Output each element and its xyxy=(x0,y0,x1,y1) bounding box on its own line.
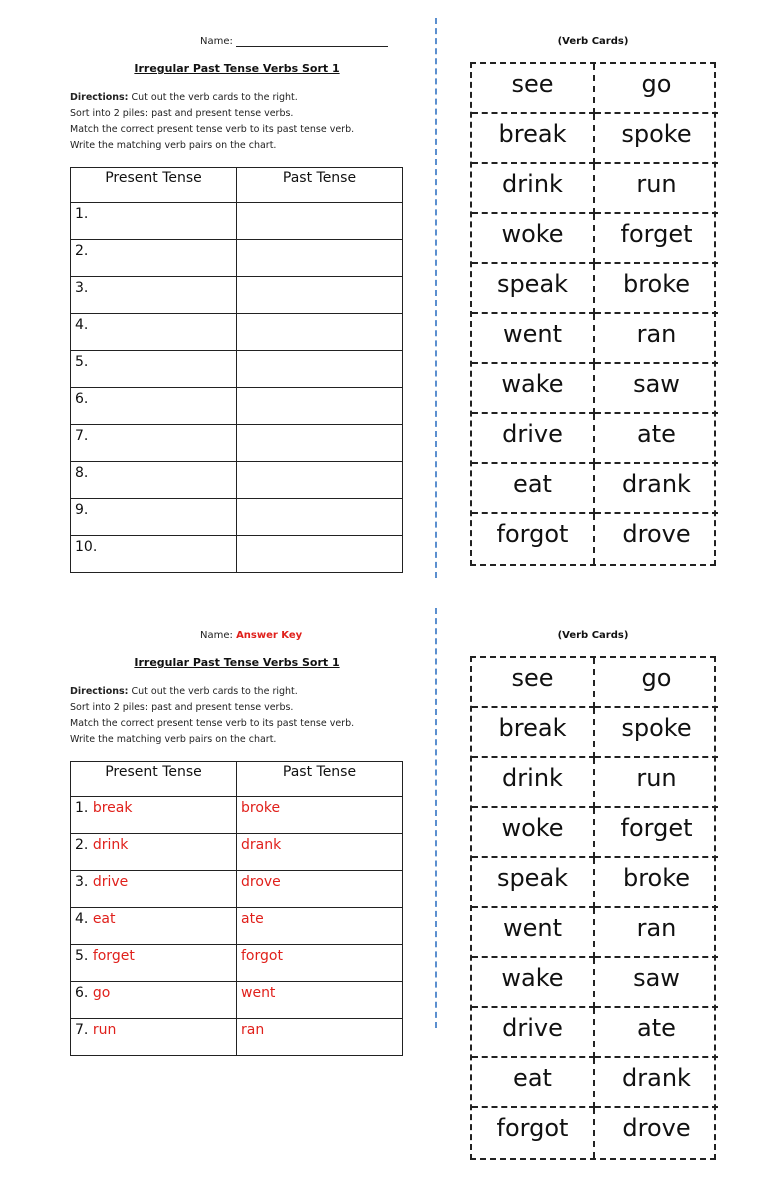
verb-card[interactable]: spoke xyxy=(595,114,718,164)
row-number: 6. xyxy=(75,985,89,1001)
direction-line: Sort into 2 piles: past and present tense verbs. xyxy=(70,108,294,119)
present-cell[interactable]: 3. xyxy=(71,277,237,314)
directions-label: Directions: xyxy=(70,686,129,697)
present-cell xyxy=(71,834,237,871)
past-cell[interactable] xyxy=(237,277,403,314)
verb-card[interactable]: drive xyxy=(472,1008,595,1058)
table-row xyxy=(71,834,403,871)
table-row xyxy=(71,425,403,462)
verb-card[interactable]: forgot xyxy=(472,514,595,564)
present-cell[interactable]: 7. xyxy=(71,425,237,462)
verb-card[interactable]: forget xyxy=(595,808,718,858)
verb-card[interactable]: saw xyxy=(595,364,718,414)
answer-key-label: Answer Key xyxy=(236,630,303,641)
cut-line xyxy=(435,18,437,578)
verb-card[interactable]: see xyxy=(472,64,595,114)
verb-card[interactable]: went xyxy=(472,314,595,364)
verb-card[interactable]: drink xyxy=(472,758,595,808)
verb-card[interactable]: see xyxy=(472,658,595,708)
verb-card[interactable]: ate xyxy=(595,414,718,464)
past-cell[interactable] xyxy=(237,425,403,462)
row-number: 4. xyxy=(75,911,89,927)
table-row xyxy=(71,1019,403,1056)
present-answer: forget xyxy=(92,948,135,964)
past-answer: ate xyxy=(237,908,403,945)
present-answer: go xyxy=(92,985,111,1001)
present-cell[interactable]: 1. xyxy=(71,203,237,240)
present-answer: run xyxy=(92,1022,117,1038)
verb-chart xyxy=(70,167,403,573)
verb-card[interactable]: went xyxy=(472,908,595,958)
past-cell[interactable] xyxy=(237,388,403,425)
present-cell xyxy=(71,982,237,1019)
verb-card[interactable]: run xyxy=(595,758,718,808)
verb-card[interactable]: drove xyxy=(622,1114,691,1142)
past-cell[interactable] xyxy=(237,314,403,351)
table-row xyxy=(71,203,403,240)
present-cell xyxy=(71,797,237,834)
table-row xyxy=(71,871,403,908)
present-cell[interactable]: 4. xyxy=(71,314,237,351)
name-label: Name: xyxy=(200,36,233,47)
verb-card[interactable]: eat xyxy=(472,464,595,514)
present-cell xyxy=(71,1019,237,1056)
row-number: 1. xyxy=(75,800,89,816)
verb-card[interactable]: go xyxy=(595,658,718,708)
verb-card[interactable]: break xyxy=(472,708,595,758)
table-row xyxy=(71,945,403,982)
verb-card[interactable]: speak xyxy=(472,264,595,314)
past-cell[interactable] xyxy=(237,240,403,277)
present-answer: drive xyxy=(92,874,129,890)
directions-label: Directions: xyxy=(70,92,129,103)
verb-card[interactable]: saw xyxy=(595,958,718,1008)
cards-title: (Verb Cards) xyxy=(557,630,629,641)
present-cell[interactable]: 10. xyxy=(71,536,237,573)
verb-card[interactable]: forgot xyxy=(472,1108,595,1158)
table-row xyxy=(71,499,403,536)
answer-key-sheet xyxy=(0,594,768,1188)
name-field xyxy=(200,36,388,47)
row-number: 5. xyxy=(75,948,89,964)
verb-card[interactable]: drank xyxy=(595,464,718,514)
verb-card[interactable]: wake xyxy=(472,364,595,414)
verb-card[interactable]: drank xyxy=(595,1058,718,1108)
worksheet-title: Irregular Past Tense Verbs Sort 1 xyxy=(134,62,340,75)
verb-card[interactable]: woke xyxy=(472,214,595,264)
verb-card[interactable]: woke xyxy=(472,808,595,858)
present-cell[interactable]: 9. xyxy=(71,499,237,536)
verb-card[interactable]: spoke xyxy=(595,708,718,758)
verb-card[interactable]: speak xyxy=(472,858,595,908)
past-answer: drove xyxy=(237,871,403,908)
row-number: 3. xyxy=(75,874,89,890)
name-blank xyxy=(236,36,388,47)
past-tense-header: Past Tense xyxy=(237,168,403,203)
direction-line: Write the matching verb pairs on the chart. xyxy=(70,734,277,745)
verb-card[interactable]: drove xyxy=(622,520,691,548)
direction-line: Sort into 2 piles: past and present tense verbs. xyxy=(70,702,294,713)
verb-card[interactable]: broke xyxy=(595,264,718,314)
present-tense-header: Present Tense xyxy=(71,168,237,203)
present-cell xyxy=(71,945,237,982)
present-answer: break xyxy=(92,800,133,816)
verb-card[interactable]: drive xyxy=(472,414,595,464)
table-row xyxy=(71,797,403,834)
name-label: Name: xyxy=(200,630,233,641)
name-field xyxy=(200,630,302,641)
past-cell[interactable] xyxy=(237,536,403,573)
direction-line: Cut out the verb cards to the right. xyxy=(131,686,298,697)
present-cell[interactable]: 2. xyxy=(71,240,237,277)
verb-card[interactable]: break xyxy=(472,114,595,164)
past-tense-header: Past Tense xyxy=(237,762,403,797)
table-row xyxy=(71,277,403,314)
present-cell xyxy=(71,871,237,908)
directions xyxy=(70,90,420,154)
cards-title: (Verb Cards) xyxy=(557,36,629,47)
verb-card[interactable]: wake xyxy=(472,958,595,1008)
present-cell xyxy=(71,908,237,945)
verb-card[interactable]: eat xyxy=(472,1058,595,1108)
past-answer: went xyxy=(237,982,403,1019)
verb-card[interactable]: ate xyxy=(595,1008,718,1058)
table-row xyxy=(71,536,403,573)
past-answer: drank xyxy=(237,834,403,871)
past-cell[interactable] xyxy=(237,351,403,388)
table-row xyxy=(71,240,403,277)
verb-card[interactable]: ran xyxy=(595,314,718,364)
table-row xyxy=(71,388,403,425)
verb-card[interactable]: drink xyxy=(472,164,595,214)
cut-line xyxy=(435,608,437,1028)
past-cell[interactable] xyxy=(237,462,403,499)
past-answer: broke xyxy=(237,797,403,834)
verb-cards xyxy=(470,62,716,566)
present-answer: drink xyxy=(92,837,129,853)
past-answer: ran xyxy=(237,1019,403,1056)
answer-chart xyxy=(70,761,403,1056)
table-row xyxy=(71,908,403,945)
present-cell[interactable]: 8. xyxy=(71,462,237,499)
verb-card[interactable]: broke xyxy=(595,858,718,908)
direction-line: Cut out the verb cards to the right. xyxy=(131,92,298,103)
past-cell[interactable] xyxy=(237,203,403,240)
worksheet-title: Irregular Past Tense Verbs Sort 1 xyxy=(134,656,340,669)
direction-line: Write the matching verb pairs on the chart. xyxy=(70,140,277,151)
present-cell[interactable]: 5. xyxy=(71,351,237,388)
present-answer: eat xyxy=(92,911,116,927)
verb-card[interactable]: run xyxy=(595,164,718,214)
table-row xyxy=(71,982,403,1019)
verb-card[interactable]: forget xyxy=(595,214,718,264)
present-cell[interactable]: 6. xyxy=(71,388,237,425)
verb-card[interactable]: ran xyxy=(595,908,718,958)
row-number: 7. xyxy=(75,1022,89,1038)
table-row xyxy=(71,351,403,388)
verb-cards xyxy=(470,656,716,1160)
direction-line: Match the correct present tense verb to its past tense verb. xyxy=(70,718,355,729)
verb-card[interactable]: go xyxy=(595,64,718,114)
present-tense-header: Present Tense xyxy=(71,762,237,797)
table-row xyxy=(71,462,403,499)
row-number: 2. xyxy=(75,837,89,853)
directions xyxy=(70,684,420,748)
past-answer: forgot xyxy=(237,945,403,982)
past-cell[interactable] xyxy=(237,499,403,536)
table-row xyxy=(71,314,403,351)
direction-line: Match the correct present tense verb to its past tense verb. xyxy=(70,124,355,135)
